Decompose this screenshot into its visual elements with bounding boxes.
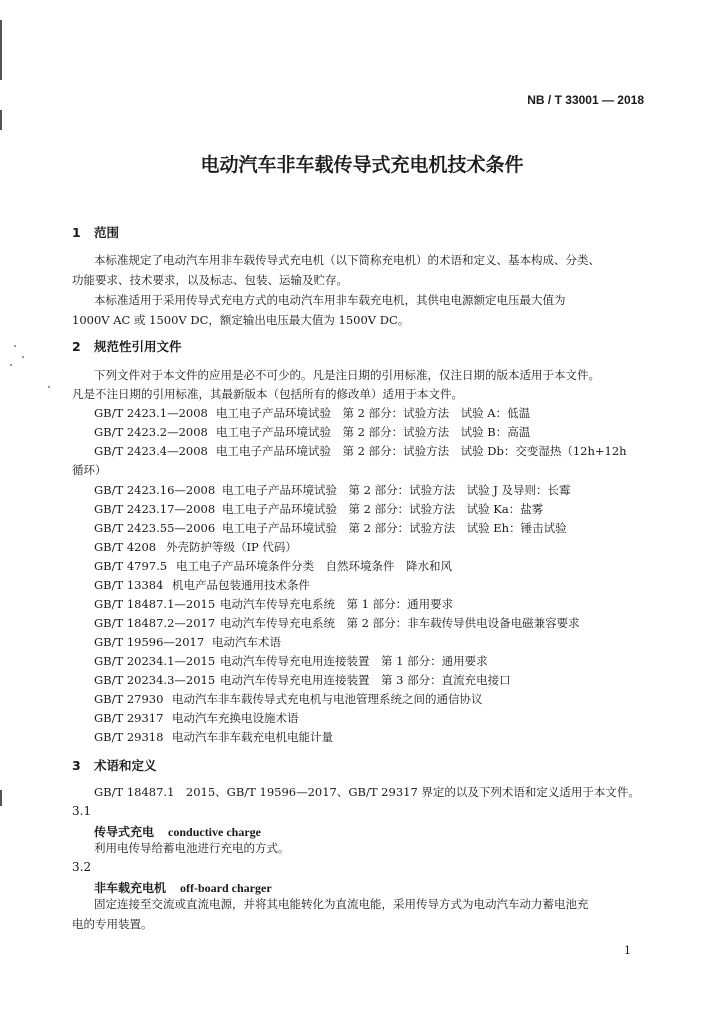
scan-edge-mark: [0, 110, 2, 130]
reference-code: GB/T 19596—2017: [94, 635, 205, 649]
reference-title: 外壳防护等级（IP 代码）: [166, 540, 297, 554]
reference-title: 电动汽车充换电设施术语: [172, 711, 299, 725]
reference-item: [94, 634, 281, 650]
term-number: 3.1: [72, 804, 92, 818]
paragraph-line: GB/T 18487.1 2015、GB/T 19596—2017、GB/T 29317 界定的以及下列术语和定义适用于本文件。: [94, 785, 640, 799]
term-en: conductive charge: [168, 825, 261, 839]
page-title: 电动汽车非车载传导式充电机技术条件: [200, 154, 524, 176]
reference-code: GB/T 4797.5: [94, 559, 168, 573]
paragraph-line: 1000V AC 或 1500V DC，额定输出电压最大值为 1500V DC。: [72, 313, 410, 327]
reference-title: 电工电子产品环境条件分类 自然环境条件 降水和风: [176, 559, 452, 573]
term-en: off-board charger: [180, 881, 272, 895]
reference-title: 电工电子产品环境试验 第 2 部分：试验方法 试验 A：低温: [216, 406, 531, 420]
paragraph-line: 本标准适用于采用传导式充电方式的电动汽车用非车载充电机，其供电电源额定电压最大值为: [94, 293, 566, 307]
reference-title: 电动汽车非车载充电机电能计量: [172, 730, 333, 744]
reference-code: GB/T 18487.2—2017: [94, 616, 216, 630]
paragraph-line: 下列文件对于本文件的应用是必不可少的。凡是注日期的引用标准，仅注日期的版本适用于本文件。: [94, 368, 600, 382]
reference-title: 电动汽车传导充电系统 第 1 部分：通用要求: [220, 597, 454, 611]
document-code: NB / T 33001 — 2018: [527, 93, 644, 107]
reference-item: [94, 577, 310, 593]
reference-title: 电动汽车传导充电用连接装置 第 1 部分：通用要求: [220, 654, 488, 668]
reference-code: GB/T 2423.2—2008: [94, 425, 208, 439]
reference-code: GB/T 29318: [94, 730, 164, 744]
reference-title: 机电产品包装通用技术条件: [172, 578, 310, 592]
reference-item: [94, 672, 511, 688]
reference-item: [94, 710, 299, 726]
reference-title: 电工电子产品环境试验 第 2 部分：试验方法 试验 Db：交变湿热（12h+12h: [216, 444, 627, 458]
reference-code: GB/T 20234.1—2015: [94, 654, 216, 668]
reference-item: [94, 691, 483, 707]
section-title: 范围: [94, 225, 120, 240]
page-number: 1: [624, 944, 631, 957]
reference-title: 电动汽车术语: [212, 635, 281, 649]
reference-item: [94, 443, 627, 459]
term-definition: 固定连接至交流或直流电源，并将其电能转化为直流电能，采用传导方式为电动汽车动力蓄电池充: [94, 897, 589, 911]
reference-item: [94, 405, 530, 421]
section-number: 2: [72, 339, 81, 354]
scan-edge-mark: [0, 790, 2, 806]
section-heading-normative-references: [72, 337, 182, 355]
term-zh: 传导式充电: [94, 825, 155, 839]
reference-code: GB/T 27930: [94, 692, 164, 706]
reference-title: 电动汽车传导充电用连接装置 第 3 部分：直流充电接口: [220, 673, 511, 687]
reference-code: GB/T 29317: [94, 711, 164, 725]
reference-item: [94, 729, 333, 745]
scan-dot: [22, 356, 24, 358]
reference-code: GB/T 13384: [94, 578, 164, 592]
section-number: 3: [72, 758, 81, 773]
reference-code: GB/T 18487.1—2015: [94, 597, 216, 611]
reference-item: [94, 653, 488, 669]
scan-dot: [14, 345, 16, 347]
reference-title: 电动汽车传导充电系统 第 2 部分：非车载传导供电设备电磁兼容要求: [220, 616, 580, 630]
reference-title: 电工电子产品环境试验 第 2 部分：试验方法 试验 J 及导则：长霉: [222, 483, 571, 497]
term-number: 3.2: [72, 860, 92, 874]
reference-code: GB/T 2423.1—2008: [94, 406, 208, 420]
reference-item: [94, 520, 567, 536]
reference-title: 电工电子产品环境试验 第 2 部分：试验方法 试验 B：高温: [216, 425, 531, 439]
section-title: 规范性引用文件: [94, 339, 182, 354]
reference-code: GB/T 2423.4—2008: [94, 444, 208, 458]
reference-title: 电动汽车非车载传导式充电机与电池管理系统之间的通信协议: [172, 692, 483, 706]
reference-item: [94, 558, 452, 574]
reference-code: GB/T 2423.55—2006: [94, 521, 216, 535]
reference-code: GB/T 2423.17—2008: [94, 502, 216, 516]
reference-title: 电工电子产品环境试验 第 2 部分：试验方法 试验 Eh：锤击试验: [222, 521, 567, 535]
reference-item: [94, 501, 543, 517]
term-definition: 利用电传导给蓄电池进行充电的方式。: [94, 841, 290, 855]
paragraph-line: 凡是不注日期的引用标准，其最新版本（包括所有的修改单）适用于本文件。: [72, 387, 463, 401]
reference-code: GB/T 2423.16—2008: [94, 483, 216, 497]
term-definition: 电的专用装置。: [72, 917, 153, 931]
section-title: 术语和定义: [94, 758, 157, 773]
section-heading-scope: [72, 223, 119, 241]
reference-item-continuation: [72, 462, 107, 478]
reference-code: GB/T 4208: [94, 540, 157, 554]
paragraph-line: 本标准规定了电动汽车用非车载传导式充电机（以下简称充电机）的术语和定义、基本构成、分类、: [94, 253, 600, 267]
reference-item: [94, 539, 297, 555]
section-number: 1: [72, 225, 81, 240]
reference-item: [94, 424, 530, 440]
reference-title: 电工电子产品环境试验 第 2 部分：试验方法 试验 Ka：盐雾: [222, 502, 544, 516]
reference-item: [94, 482, 571, 498]
scan-dot: [10, 364, 12, 366]
paragraph-line: 功能要求、技术要求，以及标志、包装、运输及贮存。: [72, 273, 348, 287]
scan-edge-mark: [0, 20, 2, 80]
reference-item: [94, 615, 580, 631]
scan-dot: [48, 386, 50, 388]
reference-item: [94, 596, 453, 612]
reference-continuation: 循环）: [72, 463, 107, 477]
reference-code: GB/T 20234.3—2015: [94, 673, 216, 687]
term-zh: 非车载充电机: [94, 881, 167, 895]
section-heading-terms: [72, 756, 157, 774]
